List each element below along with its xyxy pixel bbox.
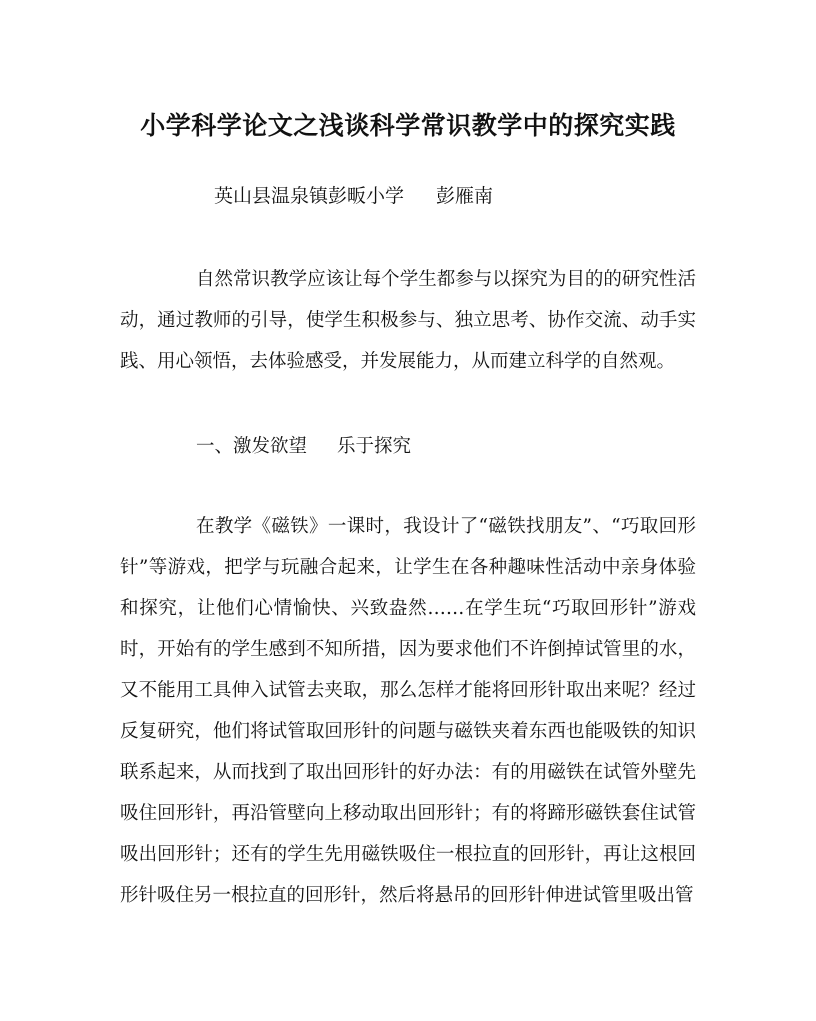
section-title-part1: 激发欲望	[233, 436, 308, 457]
author-line	[214, 181, 493, 211]
section-paragraph: 在教学《磁铁》一课时，我设计了“磁铁找朋友”、“巧取回形针”等游戏，把学与玩融合起来，让学生在各种趣味性活动中亲身体验和探究，让他们心情愉快、兴致盎然……在学生玩“巧取回形针”游戏时，开始有的学生感到不知所措，因为要求他们不许倒掉试管里的水，又不能用工具伸入试管去夹取，那么怎样才能将回形针取出来呢？经过反复研究，他们将试管取回形针的问题与磁铁夹着东西也能吸铁的知识联系起来，从而找到了取出回形针的好办法：有的用磁铁在试管外壁先吸住回形针，再沿管壁向上移动取出回形针；有的将蹄形磁铁套住试管吸出回形针；还有的学生先用磁铁吸住一根拉直的回形针，再让这根回形针吸住另一根拉直的回形针，然后将悬吊的回形针伸进试管里吸出管	[120, 516, 696, 906]
section-title-part2: 乐于探究	[337, 436, 412, 457]
section-heading	[196, 426, 411, 467]
intro-paragraph: 自然常识教学应该让每个学生都参与以探究为目的的研究性活动，通过教师的引导，使学生积极参与、独立思考、协作交流、动手实践、用心领悟，去体验感受，并发展能力，从而建立科学的自然观。	[120, 269, 696, 372]
section-number: 一、	[196, 436, 234, 457]
document-title: 小学科学论文之浅谈科学常识教学中的探究实践	[140, 111, 676, 140]
author-name: 彭雁南	[436, 185, 494, 207]
author-affiliation: 英山县温泉镇彭畈小学	[214, 185, 405, 207]
